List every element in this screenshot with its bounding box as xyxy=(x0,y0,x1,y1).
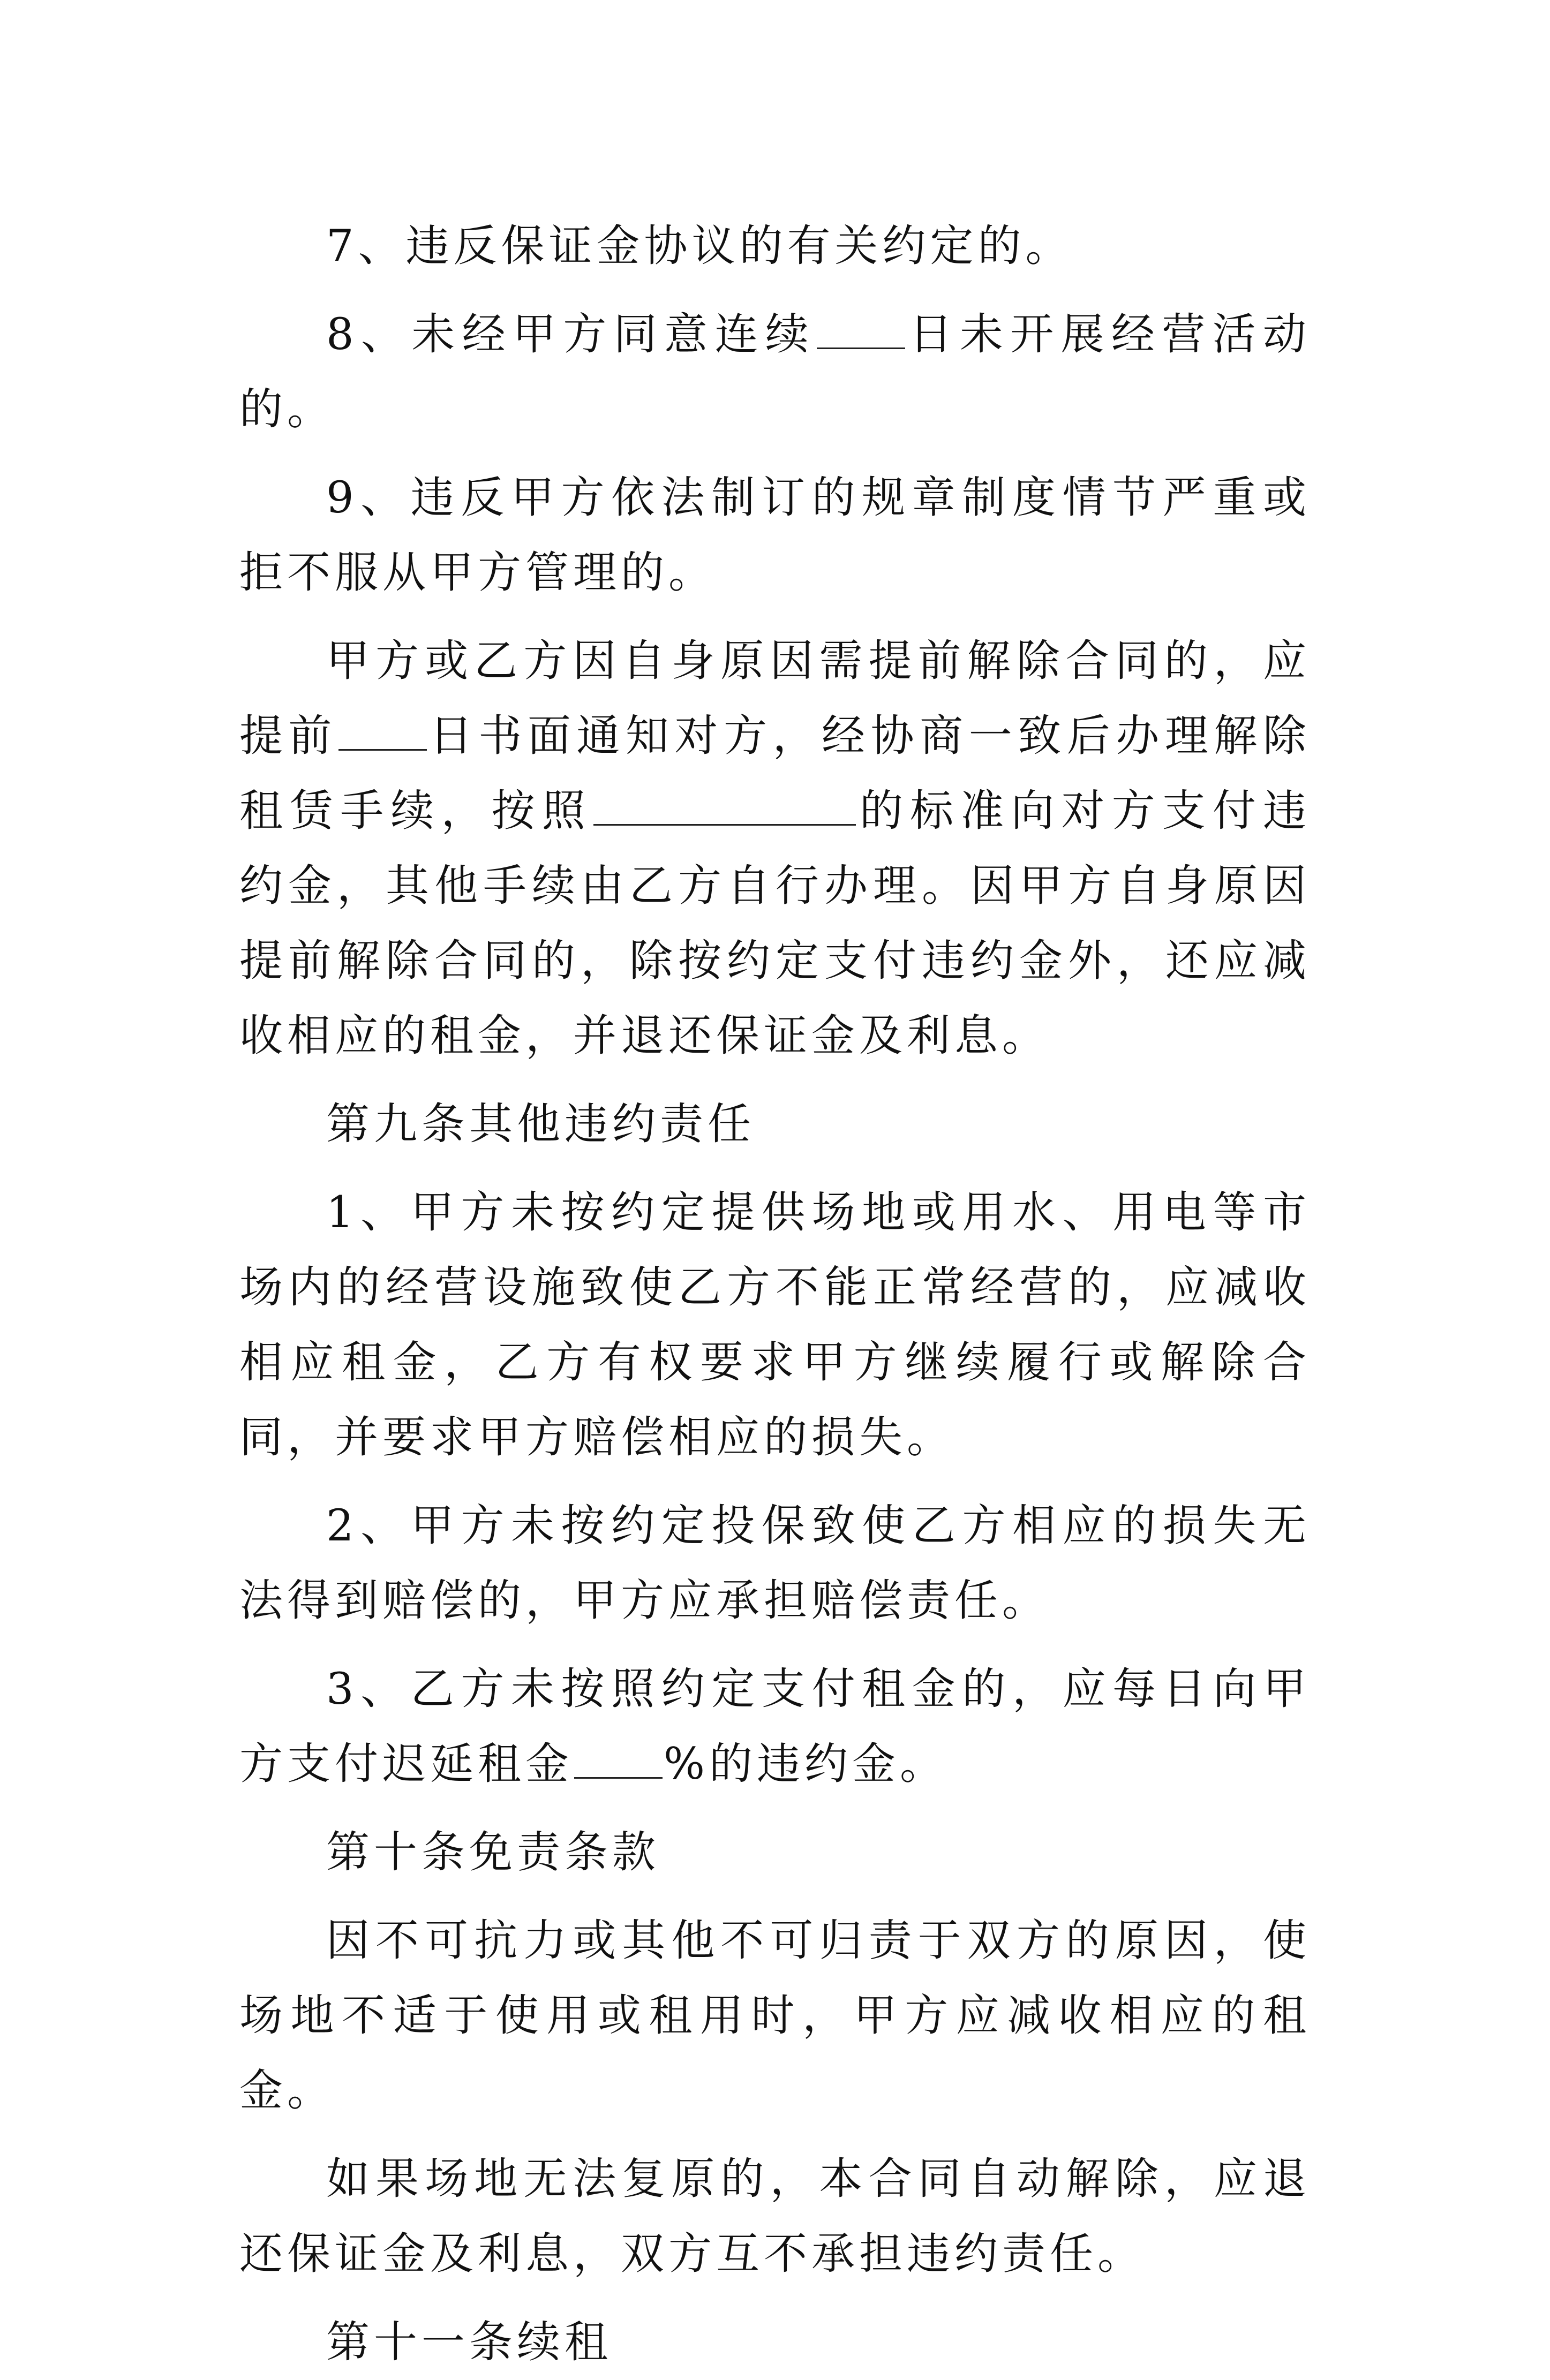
article-9-item-3 xyxy=(239,1652,1311,1802)
clause-item-8-text-b: 日未开展经营活动的。 xyxy=(239,309,1311,435)
article-9-heading: 第九条其他违约责任 xyxy=(326,1099,756,1150)
fill-blank-penalty-standard xyxy=(593,787,856,826)
clause-item-8-text-a: 8、未经甲方同意连续 xyxy=(326,309,816,360)
fill-blank-days xyxy=(817,310,905,349)
article-9-item-1: 1、甲方未按约定提供场地或用水、用电等市场内的经营设施致使乙方不能正常经营的，应减收相应租金，乙方有权要求甲方继续履行或解除合同，并要求甲方赔偿相应的损失。 xyxy=(239,1188,1311,1463)
fill-blank-notice-days xyxy=(338,712,427,751)
early-termination-text-a: 甲方或乙方因自身原因需提前解除合同的，应提前 xyxy=(239,636,1311,761)
early-termination-text-c: 的标准向对方支付违约金，其他手续由乙方自行办理。因甲方自身原因提前解除合同的，除按约定支付违约金外，还应减收相应的租金，并退还保证金及利息。 xyxy=(239,786,1311,1061)
clause-item-8 xyxy=(239,297,1311,447)
article-10-paragraph-2: 如果场地无法复原的，本合同自动解除，应退还保证金及利息，双方互不承担违约责任。 xyxy=(239,2154,1311,2279)
article-9-item-2: 2、甲方未按约定投保致使乙方相应的损失无法得到赔偿的，甲方应承担赔偿责任。 xyxy=(239,1501,1311,1626)
article-9-item-3-text-b: %的违约金。 xyxy=(664,1739,947,1789)
article-11-heading: 第十一条续租 xyxy=(326,2317,613,2368)
fill-blank-late-percent xyxy=(574,1740,663,1779)
early-termination-paragraph xyxy=(239,624,1311,1074)
clause-item-7: 7、违反保证金协议的有关约定的。 xyxy=(326,221,1073,271)
document-page xyxy=(239,209,1311,2380)
article-9-item-3-text-a: 3、乙方未按照约定支付租金的，应每日向甲方支付迟延租金 xyxy=(239,1664,1311,1789)
article-10-heading: 第十条免责条款 xyxy=(326,1827,660,1878)
early-termination-text-b: 日书面通知对方，经协商一致后办理解除租赁手续，按照 xyxy=(239,711,1311,836)
clause-item-9: 9、违反甲方依法制订的规章制度情节严重或拒不服从甲方管理的。 xyxy=(239,473,1311,598)
article-10-paragraph-1: 因不可抗力或其他不可归责于双方的原因，使场地不适于使用或租用时，甲方应减收相应的租金。 xyxy=(239,1916,1311,2116)
